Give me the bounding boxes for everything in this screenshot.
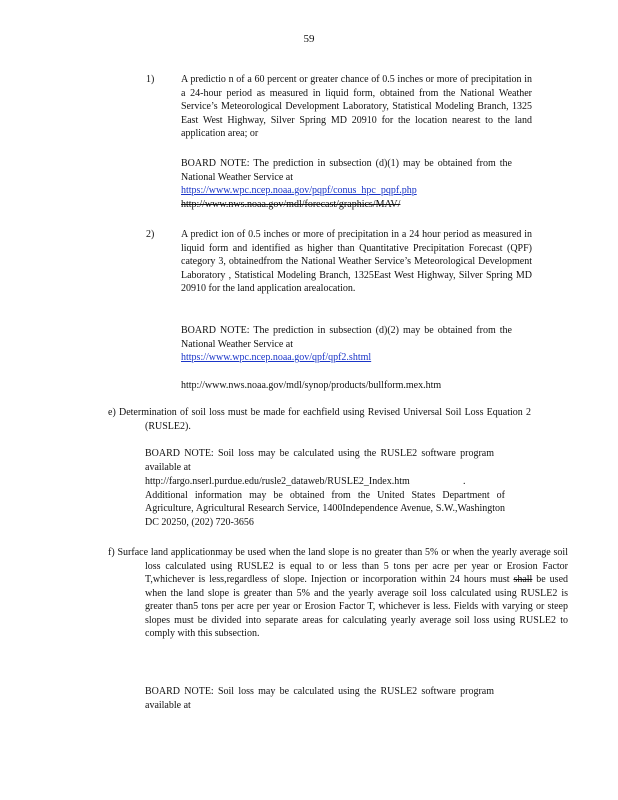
item-1-link[interactable]: https://www.wpc.ncep.noaa.gov/pqpf/conus_hpc_pqpf.php	[181, 185, 417, 196]
section-f-struck-word: shall	[513, 574, 533, 585]
section-e-board-note-2: . Additional information may be obtained from the United States Department of Agriculture, Agricultural Research Service, 1400Independence Avenue, S.W.,Washington DC 20250, (202) 720-3656	[145, 476, 505, 528]
page-number: 59	[303, 33, 315, 45]
item-2-url: http://www.nws.noaa.gov/mdl/synop/products/bullform.mex.htm	[181, 380, 442, 391]
item-2-link[interactable]: https://www.wpc.ncep.noaa.gov/qpf/qpf2.shtml	[181, 352, 372, 363]
section-f-text-part-1: f) Surface land applicationmay be used when the land slope is no greater than 5% or when the yearly average soil loss calculated using RUSLE2 is equal to or less than 5 tons per acre per year or Erosion Factor T,whichever is less,regardless of slope. Injection or incorporation within 24 hours must	[108, 547, 568, 585]
item-1-number: 1)	[146, 74, 155, 85]
section-f-text	[108, 546, 568, 641]
item-1-text: A predictio n of a 60 percent or greater chance of 0.5 inches or more of precipitation in a 24-hour period as measured in liquid form, obtained from the National Weather Service’s Meteorological Development Laboratory, Statistical Modeling Branch, 1325 East West Highway, Silver Spring MD 20910 for the location nearest to the land application area; or	[181, 74, 532, 139]
item-2-text: A predict ion of 0.5 inches or more of precipitation in a 24 hour period as measured in liquid form and identified as higher than Quantitative Precipitation Forecast (QPF) category 3, obtainedfrom the National Weather Service’s Meteorological Development Laboratory , Statistical Modeling Branch, 1325East West Highway, Silver Spring MD 20910 for the land application arealocation.	[181, 229, 532, 294]
item-1-board-note: BOARD NOTE: The prediction in subsection (d)(1) may be obtained from the National Weather Service at	[181, 158, 512, 183]
item-2-board-note: BOARD NOTE: The prediction in subsection (d)(2) may be obtained from the National Weather Service at	[181, 325, 512, 350]
section-e-board-note-1: BOARD NOTE: Soil loss may be calculated using the RUSLE2 software program available at	[145, 448, 494, 473]
section-e-url: http://fargo.nserl.purdue.edu/rusle2_dataweb/RUSLE2_Index.htm	[145, 476, 410, 487]
item-1-struck-url: http://www.nws.noaa.gov/mdl/forecast/graphics/MAV/	[181, 199, 401, 210]
section-f-board-note: BOARD NOTE: Soil loss may be calculated using the RUSLE2 software program available at	[145, 686, 494, 711]
section-e-text: e) Determination of soil loss must be made for eachfield using Revised Universal Soil Loss Equation 2 (RUSLE2).	[108, 407, 531, 432]
item-2-number: 2)	[146, 229, 155, 240]
section-f-text-part-2: be used when the land slope is greater than 5% and the yearly average soil loss calculated using RUSLE2 is greater than5 tons per acre per year or Erosion Factor T, whichever is less. Fields with varying or steep slopes must be divided into separate areas for calculating yearly average soil loss using RUSLE2 to comply with this subsection.	[145, 574, 569, 639]
